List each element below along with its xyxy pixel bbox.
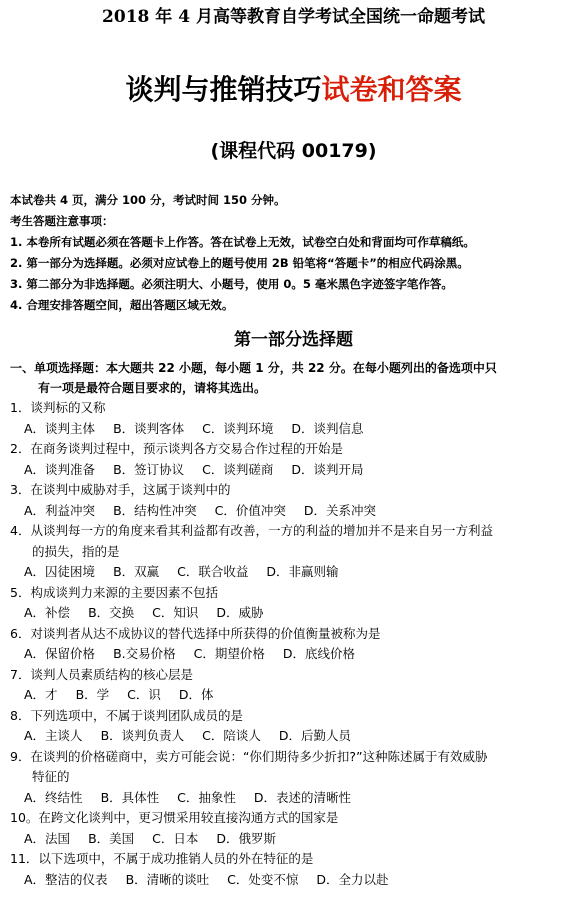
option: C．识 xyxy=(127,687,161,702)
question-stem: 2．在商务谈判过程中，预示谈判各方交易合作过程的开始是 xyxy=(10,441,343,456)
option: A．谈判准备 xyxy=(24,461,96,477)
instruction-line: 1. 本卷所有试题必须在答题卡上作答。答在试卷上无效，试卷空白处和背面均可作草稿纸。 xyxy=(10,235,475,249)
option: B．谈判客体 xyxy=(113,420,185,436)
question-stem: 6．对谈判者从达不成协议的替代选择中所获得的价值衡量被称为是 xyxy=(10,625,381,641)
instruction-line: 本试卷共 4 页，满分 100 分，考试时间 150 分钟。 xyxy=(10,193,286,207)
option: D．谈判信息 xyxy=(291,420,364,436)
option: D．后勤人员 xyxy=(278,728,352,743)
question-options xyxy=(10,870,577,891)
question-stem: 5．构成谈判力来源的主要因素不包括 xyxy=(10,584,218,600)
question-options xyxy=(10,788,577,809)
option: B．清晰的谈吐 xyxy=(125,871,210,887)
section-title: 第一部分选择题 xyxy=(234,330,353,350)
option: C．知识 xyxy=(152,605,199,620)
option: D．俄罗斯 xyxy=(216,830,277,846)
question-options xyxy=(10,501,577,522)
option: A．囚徒困境 xyxy=(24,564,96,579)
question-stem: 4．从谈判每一方的角度来看其利益都有改善，一方的利益的增加并不是来自另一方利益 xyxy=(10,523,493,538)
option: D．表述的清晰性 xyxy=(253,789,352,805)
option: D．非赢则输 xyxy=(266,564,339,579)
option: D．体 xyxy=(178,687,214,702)
option: A．才 xyxy=(24,687,58,702)
part-heading-line: 有一项是最符合题目要求的，请将其选出。 xyxy=(38,381,267,395)
question-options xyxy=(10,603,577,624)
question-stem: 9．在谈判的价格磋商中，卖方可能会说：“你们期待多少折扣?”这种陈述属于有效威胁 xyxy=(10,748,488,764)
option: B．具体性 xyxy=(100,789,160,805)
course-code: (课程代码 00179) xyxy=(210,140,377,162)
question-stem: 7．谈判人员素质结构的核心层是 xyxy=(10,666,193,682)
option: C．陪谈人 xyxy=(202,728,261,743)
question-stem: 1．谈判标的又称 xyxy=(10,400,106,415)
option: A．谈判主体 xyxy=(24,420,96,436)
option: A．保留价格 xyxy=(24,646,96,661)
question-options xyxy=(10,460,577,481)
option: A．整洁的仪表 xyxy=(24,871,108,887)
option: A．主谈人 xyxy=(24,728,83,743)
instructions xyxy=(10,190,577,316)
question-stem-continuation: 的损失，指的是 xyxy=(32,543,120,559)
option: D．关系冲突 xyxy=(303,502,377,518)
option: A．终结性 xyxy=(24,789,83,805)
option: B．双赢 xyxy=(113,564,160,579)
option: B．学 xyxy=(75,687,110,702)
question-stem-continuation: 特征的 xyxy=(32,769,70,784)
option: B.交易价格 xyxy=(113,646,176,661)
question-stem: 11．以下选项中，不属于成功推销人员的外在特征的是 xyxy=(10,851,314,866)
instruction-line: 4. 合理安排答题空间，超出答题区域无效。 xyxy=(10,298,234,312)
option: B．谈判负责人 xyxy=(100,728,185,743)
question-options xyxy=(10,419,577,440)
question-list xyxy=(10,398,577,890)
main-title-subject: 谈判与推销技巧 xyxy=(125,73,322,106)
question-options xyxy=(10,829,577,850)
question-options xyxy=(10,562,577,583)
option: C．谈判环境 xyxy=(202,420,274,436)
option: D．谈判开局 xyxy=(291,461,364,477)
option: C．联合收益 xyxy=(177,564,249,579)
question-stem: 3．在谈判中威胁对手，这属于谈判中的 xyxy=(10,482,231,497)
part-heading-line: 一、单项选择题：本大题共 22 小题，每小题 1 分，共 22 分。在每小题列出的备选项中只 xyxy=(10,361,497,375)
option: A．法国 xyxy=(24,830,71,846)
option: B．美国 xyxy=(88,830,135,846)
main-title-accent: 试卷和答案 xyxy=(321,73,462,106)
instruction-line: 考生答题注意事项： xyxy=(10,214,114,228)
option: B．结构性冲突 xyxy=(113,502,197,518)
main-title xyxy=(10,70,577,110)
part-heading xyxy=(10,358,577,398)
option: C．抽象性 xyxy=(177,789,236,805)
question-stem: 10。在跨文化谈判中，更习惯采用较直接沟通方式的国家是 xyxy=(10,810,339,825)
option: D．威胁 xyxy=(216,605,264,620)
option: C．期望价格 xyxy=(193,646,265,661)
question-options xyxy=(10,726,577,747)
option: C．谈判磋商 xyxy=(202,461,274,477)
option: C．处变不惊 xyxy=(227,871,299,887)
exam-title: 2018 年 4 月高等教育自学考试全国统一命题考试 xyxy=(102,7,485,27)
option: C．日本 xyxy=(152,830,199,846)
option: C．价值冲突 xyxy=(214,502,286,518)
option: B．签订协议 xyxy=(113,461,185,477)
question-stem: 8．下列选项中，不属于谈判团队成员的是 xyxy=(10,707,243,723)
instruction-line: 2. 第一部分为选择题。必须对应试卷上的题号使用 2B 铅笔将“答题卡”的相应代码涂黑。 xyxy=(10,256,469,270)
instruction-line: 3. 第二部分为非选择题。必须注明大、小题号，使用 0。5 毫米黑色字迹签字笔作答。 xyxy=(10,277,453,291)
option: B．交换 xyxy=(88,605,135,620)
option: D．底线价格 xyxy=(282,646,355,661)
option: A．补偿 xyxy=(24,605,71,620)
question-options xyxy=(10,685,577,706)
option: A．利益冲突 xyxy=(24,502,96,518)
question-options xyxy=(10,644,577,665)
option: D．全力以赴 xyxy=(316,871,389,887)
